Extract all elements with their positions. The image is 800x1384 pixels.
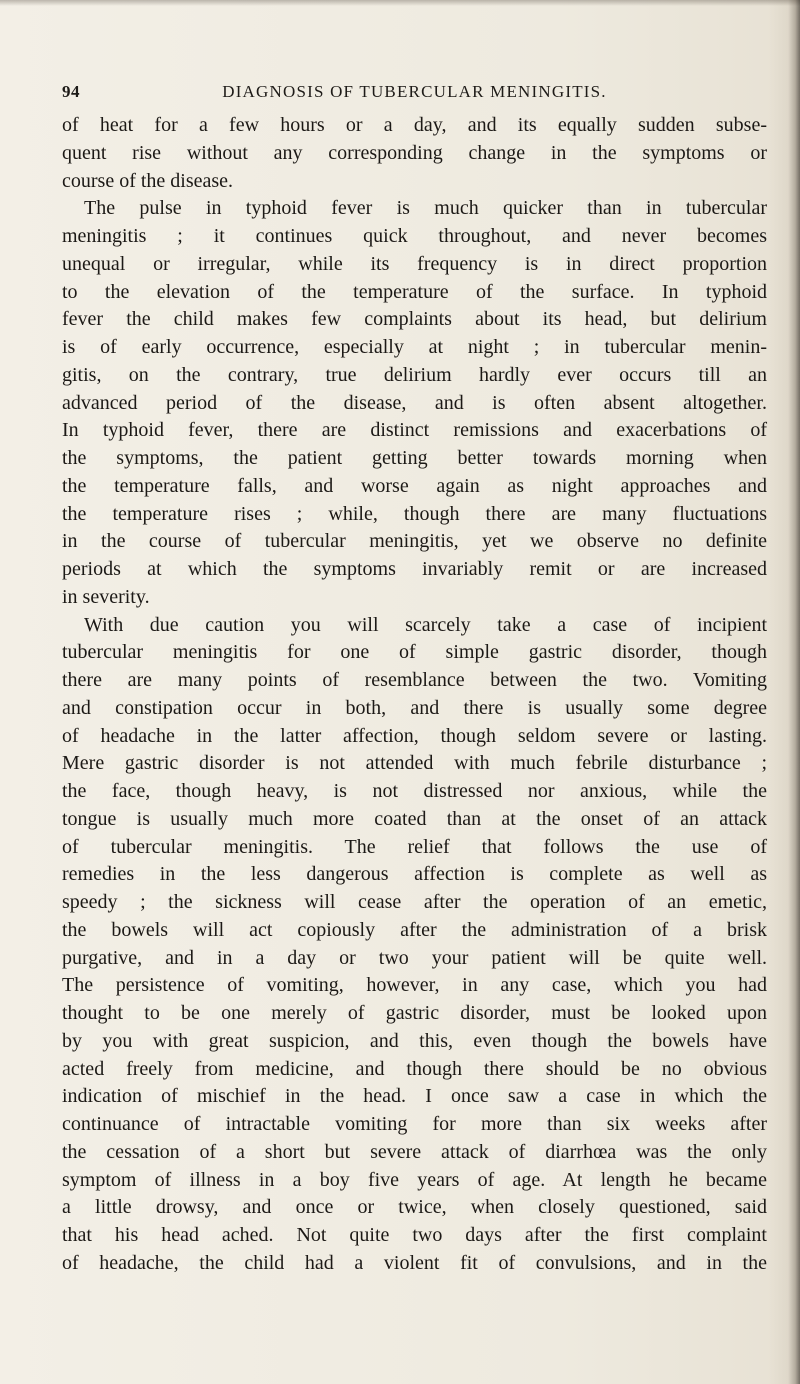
- text-line: that his head ached. Not quite two days after the first complaint: [62, 1224, 767, 1246]
- text-line: In typhoid fever, there are distinct remissions and exacerbations of: [62, 419, 767, 442]
- text-line: thought to be one merely of gastric disorder, must be looked upon: [62, 1002, 767, 1024]
- text-line: the face, though heavy, is not distressed nor anxious, while the: [62, 780, 767, 802]
- text-line: unequal or irregular, while its frequency is in direct proportion: [62, 252, 767, 275]
- body-text: [62, 112, 767, 1278]
- text-line: is of early occurrence, especially at night ; in tubercular menin-: [62, 336, 767, 358]
- text-line: a little drowsy, and once or twice, when closely questioned, said: [62, 1196, 767, 1219]
- text-line: advanced period of the disease, and is often absent altogether.: [62, 391, 767, 414]
- text-line: of headache in the latter affection, though seldom severe or lasting.: [62, 724, 767, 747]
- text-line: The persistence of vomiting, however, in any case, which you had: [62, 974, 767, 997]
- text-line: fever the child makes few complaints about its head, but delirium: [62, 308, 767, 331]
- text-line: continuance of intractable vomiting for more than six weeks after: [62, 1113, 767, 1135]
- text-line: course of the disease.: [62, 169, 234, 192]
- running-head: [62, 82, 767, 112]
- text-line: the bowels will act copiously after the administration of a brisk: [62, 918, 767, 941]
- text-line: in severity.: [62, 585, 150, 608]
- text-line: quent rise without any corresponding change in the symptoms or: [62, 141, 767, 164]
- text-line: of headache, the child had a violent fit of convulsions, and in the: [62, 1251, 767, 1274]
- text-line: The pulse in typhoid fever is much quicker than in tubercular: [84, 197, 767, 220]
- text-line: purgative, and in a day or two your patient will be quite well.: [62, 946, 767, 969]
- page-number: 94: [62, 82, 80, 101]
- text-line: acted freely from medicine, and though there should be no obvious: [62, 1057, 767, 1080]
- running-title: DIAGNOSIS OF TUBERCULAR MENINGITIS.: [222, 82, 607, 101]
- text-line: tongue is usually much more coated than at the onset of an attack: [62, 807, 767, 830]
- text-line: Mere gastric disorder is not attended with much febrile disturbance ;: [62, 752, 767, 775]
- page-top-edge: [0, 0, 800, 6]
- text-line: to the elevation of the temperature of the surface. In typhoid: [62, 280, 767, 303]
- text-line: the cessation of a short but severe attack of diarrhœa was the only: [62, 1140, 767, 1163]
- text-line: of tubercular meningitis. The relief that follows the use of: [62, 835, 767, 858]
- page-edge-shadow: [788, 0, 800, 1384]
- text-line: periods at which the symptoms invariably remit or are increased: [62, 558, 767, 580]
- text-line: With due caution you will scarcely take a case of incipient: [84, 613, 767, 636]
- text-line: symptom of illness in a boy five years of age. At length he became: [62, 1168, 767, 1191]
- text-line: gitis, on the contrary, true delirium hardly ever occurs till an: [62, 363, 767, 386]
- text-line: meningitis ; it continues quick throughout, and never becomes: [62, 225, 767, 247]
- text-line: the temperature falls, and worse again as night approaches and: [62, 474, 767, 497]
- text-line: remedies in the less dangerous affection is complete as well as: [62, 863, 767, 886]
- text-line: speedy ; the sickness will cease after the operation of an emetic,: [62, 891, 767, 913]
- text-line: tubercular meningitis for one of simple gastric disorder, though: [62, 641, 767, 664]
- text-line: the symptoms, the patient getting better towards morning when: [62, 447, 767, 469]
- text-line: of heat for a few hours or a day, and its equally sudden subse-: [62, 114, 767, 136]
- text-line: and constipation occur in both, and there is usually some degree: [62, 696, 767, 719]
- text-line: the temperature rises ; while, though there are many fluctuations: [62, 502, 767, 525]
- text-line: in the course of tubercular meningitis, yet we observe no definite: [62, 530, 767, 553]
- text-line: there are many points of resemblance between the two. Vomiting: [62, 669, 767, 691]
- text-line: by you with great suspicion, and this, even though the bowels have: [62, 1029, 767, 1052]
- text-line: indication of mischief in the head. I once saw a case in which the: [62, 1085, 767, 1108]
